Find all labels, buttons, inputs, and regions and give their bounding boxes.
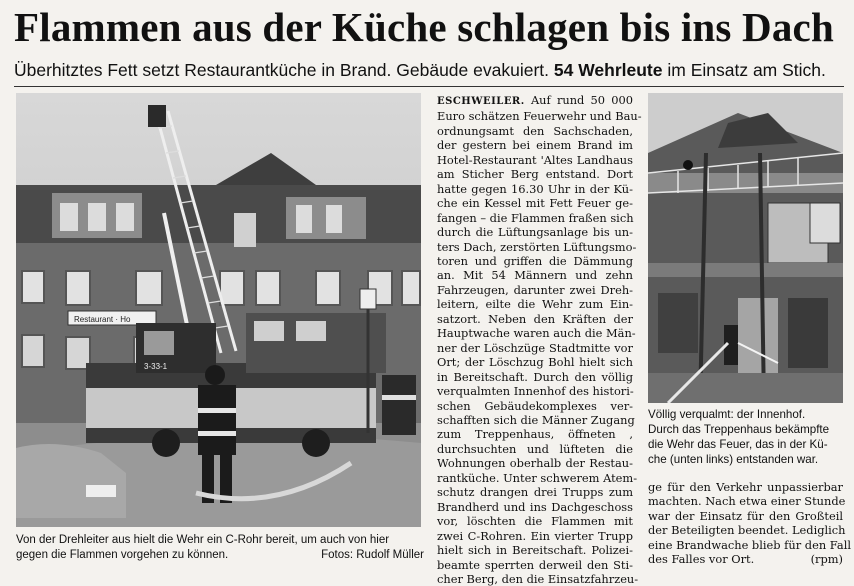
body-line: schutz drangen drei Trupps zum: [437, 485, 633, 500]
header-rule: [14, 86, 844, 87]
main-photo-image: [16, 93, 421, 527]
truck-number: 3-33-1: [144, 362, 168, 371]
side-photo-caption: [648, 407, 848, 467]
dateline: ESCHWEILER.: [437, 96, 525, 107]
main-caption-line1: Von der Drehleiter aus hielt die Wehr ein C-Rohr bereit, um auch von hier: [16, 534, 390, 546]
side-caption-line: die Wehr das Feuer, das in der Kü-: [648, 438, 828, 451]
body-line: machten. Nach etwa einer Stunde: [648, 494, 846, 509]
body-line: Hauptwache waren auch die Män-: [437, 326, 636, 341]
body-line: war der Einsatz für den Großteil: [648, 508, 843, 523]
body-line: zwei C-Rohren. Ein vierter Trupp: [437, 528, 633, 543]
body-line: ge für den Verkehr unpassierbar: [648, 480, 843, 494]
main-caption-line2: gegen die Flammen vorgehen zu können.: [16, 549, 229, 561]
photo-credit: Fotos: Rudolf Müller: [321, 549, 424, 561]
article-body-column-1: [437, 93, 642, 586]
body-line: ters Dach, zerstörten Lüftungsmo-: [437, 239, 637, 254]
body-line: des Falles vor Ort.: [648, 552, 755, 567]
subheadline-end: im Einsatz am Stich.: [667, 60, 826, 80]
body-line: in Bereitschaft. Durch den völlig: [437, 369, 633, 384]
body-line: verqualmten Innenhof des histori-: [437, 384, 634, 399]
body-line: toren und griffen die Dämmung: [437, 253, 633, 268]
main-photo: [16, 93, 421, 527]
body-line: hatte gegen 16.30 Uhr in der Kü-: [437, 181, 633, 196]
body-line: Fahrzeugen, darunter zwei Dreh-: [437, 282, 633, 297]
body-line-last: [648, 552, 843, 566]
body-line: ordnungsamt den Sachschaden,: [437, 123, 633, 138]
side-caption-line: Völlig verqualmt: der Innenhof.: [648, 408, 806, 421]
body-line: schen Gebäudekomplexes ver-: [437, 398, 633, 413]
body-line: der gestern bei einem Brand im: [437, 138, 633, 153]
body-line: Wohnungen oberhalb der Restau-: [437, 456, 633, 471]
body-line: eine Brandwache blieb für den Fall: [648, 537, 851, 552]
body-line-first: [437, 93, 633, 109]
body-line: leitern, eilte die Wehr zum Ein-: [437, 297, 633, 312]
body-line: beamte sperrten derweil den Sti-: [437, 557, 633, 572]
body-line: an. Mit 54 Männern und zehn: [437, 268, 633, 283]
subheadline: [14, 58, 844, 82]
subheadline-bold: 54 Wehrleute: [553, 60, 663, 80]
author-signature: (rpm): [810, 552, 843, 567]
body-line: Ort; der Löschzug Bohl hielt sich: [437, 355, 633, 370]
side-caption-line: Durch das Treppenhaus bekämpfte: [648, 423, 830, 436]
body-line: durchsuchten und lüfteten die: [437, 441, 633, 456]
body-line: satzort. Neben den Kräften der: [437, 311, 633, 326]
body-line: Euro schätzen Feuerwehr und Bau-: [437, 109, 642, 124]
body-line: Hotel-Restaurant 'Altes Landhaus: [437, 152, 633, 167]
restaurant-sign-text: Restaurant · Ho: [74, 315, 131, 324]
body-line: hielt sich in Bereitschaft. Polizei-: [437, 543, 633, 558]
subheadline-text: Überhitztes Fett setzt Restaurantküche in Brand. Gebäude evakuiert.: [14, 60, 550, 80]
body-line: che ein Kessel mit Fett Feuer ge-: [437, 196, 633, 211]
body-line: am Sticher Berg entstand. Dort: [437, 167, 633, 182]
body-line: ner der Löschzüge Stadtmitte vor: [437, 340, 633, 355]
body-line: Auf rund 50 000: [530, 93, 633, 107]
body-line: Brandherd und ins Dachgeschoss: [437, 499, 633, 514]
body-line: durch die Lüftungsanlage bis un-: [437, 225, 633, 240]
article-body-column-2: [648, 480, 851, 567]
main-photo-caption: [16, 533, 424, 563]
body-line: vor, löschten die Flammen mit: [437, 514, 633, 529]
body-line: schafften sich die Männer Zugang: [437, 412, 635, 427]
headline: Flammen aus der Küche schlagen bis ins Dach: [14, 4, 834, 50]
body-line: zum Treppenhaus, öffneten ,: [437, 427, 633, 442]
body-line: fangen – die Flammen fraßen sich: [437, 210, 634, 225]
side-photo: [648, 93, 843, 403]
body-line: cher Berg, den die Einsatzfahrzeu-: [437, 571, 639, 586]
side-photo-image: [648, 93, 843, 403]
body-line: rantküche. Unter schwerem Atem-: [437, 470, 638, 485]
body-line: der Beteiligten beendet. Lediglich: [648, 523, 846, 538]
side-caption-line: che (unten links) entstanden war.: [648, 453, 819, 466]
